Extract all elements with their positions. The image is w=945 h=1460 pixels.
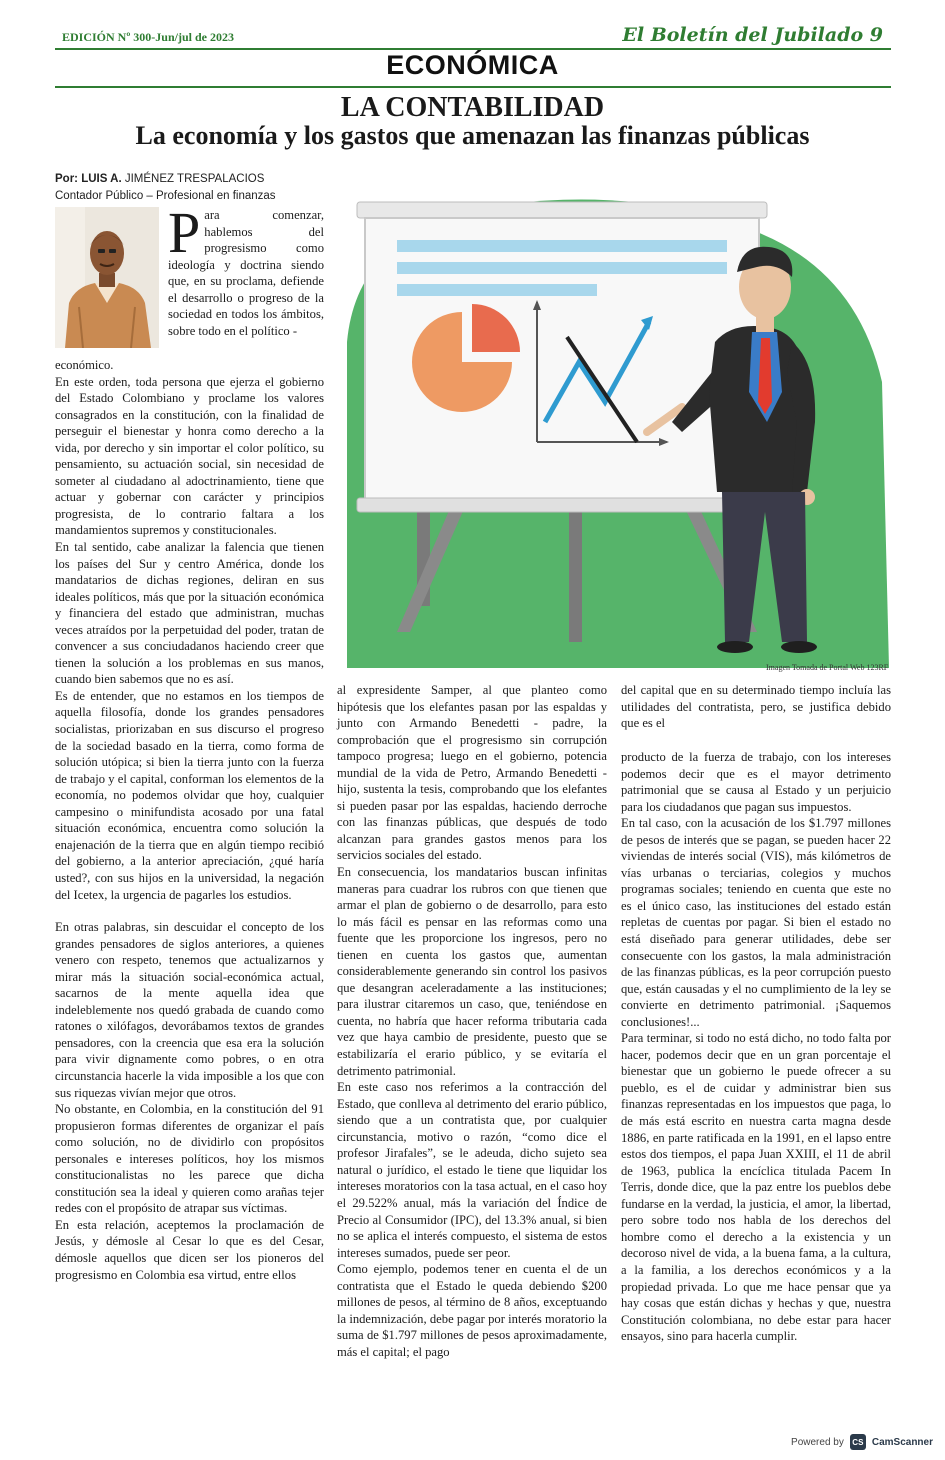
publication-title: El Boletín del Jubilado 9 <box>622 24 883 46</box>
col1-paragraph: En este orden, toda persona que ejerza el gobierno del Estado Colombiano y proclame los valores consagrados en la constitución, con la finalidad de perseguir el bienestar y honra como derecho a la vida, por derecho y sin importar el color político, su pensamiento, su actuación social, sin necesidad de someter al ciudadano al adoctrinamiento, tiene que actuar y gobernar con carácter y principios progresista, de lo contrario faltara a los mandamientos supremos y constitucionales. <box>55 374 324 538</box>
camscanner-watermark <box>791 1434 933 1450</box>
byline-name: JIMÉNEZ TRESPALACIOS <box>121 173 265 185</box>
col1-paragraph: No obstante, en Colombia, en la constitución del 91 propusieron formas diferentes de organizar el país como solución, no de dividirlo con propósitos personales e intereses políticos, hoy los mismos constitucionalistas no les parece que dicha constitución sea la ideal y quieren como arañas tejer redes con el propósito de atrapar sus víctimas. <box>55 1102 324 1216</box>
presentation-illustration <box>337 192 893 668</box>
article-subtitle: La economía y los gastos que amenazan las finanzas públicas <box>135 121 810 150</box>
edition-label: EDICIÓN Nº 300-Jun/jul de 2023 <box>62 30 234 44</box>
col2-paragraph: al expresidente Samper, al que planteo como hipótesis que los elefantes pasan por las espaldas y junto con Armando Benedetti - padre, la comprobación que el progresismo sin corrupción tampoco progresa; luego en el gobierno, potencia mundial de la vida de Petro, Armando Benedetti - hijo, sustenta la tesis, comprobando que los elefantes si pueden pasar por las espaldas, haciendo derroche con las finanzas públicas, que después de todo alcanzan para grandes gastos menos para los servicios sociales del estado. <box>337 683 607 863</box>
intro-text: ara comenzar, hablemos del progresismo como ideología y doctrina siendo que, en su proclama, defiende el desarrollo o progreso de la sociedad en todos los ámbitos, sobre todo en el político - <box>168 208 324 338</box>
col1-paragraph: En esta relación, aceptemos la proclamación de Jesús, y démosle al Cesar lo que es del Cesar, démosle aquellos que dicen ser los pioneros del progresismo en Colombia esa virtud, entre ellos <box>55 1217 324 1282</box>
camscanner-logo-icon: CS <box>850 1434 866 1450</box>
column-2 <box>337 682 607 1360</box>
column-3 <box>621 749 891 1345</box>
drop-cap: P <box>168 200 201 265</box>
camscanner-brand: CamScanner <box>871 1436 933 1448</box>
section-title: ECONÓMICA <box>386 50 559 80</box>
col2-paragraph: Como ejemplo, podemos tener en cuenta el de un contratista que el Estado le queda debiendo $200 millones de pesos, al término de 8 años, exceptuando la indemnización, debe pagar por interés moratorio la suma de $1.797 millones de pesos aproximadamente, más el capital; el pago <box>337 1262 607 1359</box>
col2-paragraph: En consecuencia, los mandatarios buscan infinitas maneras para cuadrar los rubros con que tienen que armar el plan de gobierno o de desarrollo, para esto lo más fácil es pensar en las reformas como una fuente que les proporcione los ingresos, pero no tienen en cuenta los gastos que, aumentan considerablemente generando sin control los pasivos que desangran aceleradamente a las instituciones; para ilustrar citaremos un caso, que, teniéndose en cuenta, no habría que hacer reforma tributaria cada vez que haya cambio de presidente, puesto que se estabilizaría el erario público, y se evitaría el detrimento patrimonial. <box>337 865 607 1078</box>
byline-role: Contador Público – Profesional en finanzas <box>55 190 276 202</box>
image-caption: Imagen Tomada de Portal Web 123RF <box>766 663 889 672</box>
header-rule-bottom <box>55 86 891 88</box>
col1-paragraph: Es de entender, que no estamos en los tiempos de aquella filosofía, donde los grandes pensadores socialistas, priorizaban en sus discurso el progreso de la sociedad basado en la tierra, como forma de solución utópica; si bien la tierra junto con la fuerza de trabajo y el capital, conforman los elementos de la economía, no podemos olvidar que hoy, cualquier campesino o minifundista acosado por una fatal situación económica, encuentra como solución la enajenación de la tierra que en algún tiempo recibió del gobierno, a la anterior apreciación, ¿qué haría usted?, con sus hijos en la universidad, la negación del Icetex, la urgencia de pagarles los estudios. <box>55 688 324 902</box>
col1-paragraph: En otras palabras, sin descuidar el concepto de los grandes pensadores de siglos anteriores, a quienes venero con respeto, tenemos que actualizarnos y mirar más la situación social-económica actual, sacarnos de la mente aquella idea que indeleblemente nos quedó grabada de cuando como ratones o xilófagos, devorábamos textos de grandes pensadores, con la creencia que esa era la solución para vivir dignamente como pobres, o en otra circunstancia hacerle la vida imposible a los que con sus riquezas vivían mejor que otros. <box>55 920 324 1100</box>
column-3-top <box>621 682 891 732</box>
byline-prefix: Por: LUIS A. <box>55 173 122 185</box>
column-1 <box>55 357 324 1283</box>
col1-paragraph: económico. <box>55 358 114 372</box>
col3-paragraph: del capital que en su determinado tiempo incluía las utilidades del contratista, pero, se justifica debido que es el <box>621 683 891 731</box>
article-intro <box>168 200 324 339</box>
col3-paragraph: Para terminar, si todo no está dicho, no todo falta por hacer, podemos decir que en un gran porcentaje el bienestar que un gobierno le puede ofrecer a su pueblo, es el de cuidar y administrar bien sus finanzas representadas en los impuestos que paga, lo de más está escrito en nuestra carta magna desde 1886, en parte ratificada en la 1991, en el lapso entre estos dos tiempos, el papa Juan XXIII, el 11 de abril de 1963, publica la encíclica titulada Pacem In Terris, donde dice, que la paz entre los pueblos debe fundarse en la verdad, la justicia, el amor, la libertad, pero sobre todo nos habla de los derechos del hombre como el derecho a la existencia y un decoroso nivel de vida, a la buena fama, a la cultura, a la familia, a los derechos económicos y a la propiedad privada. Lo que me hace pensar que ya hay cosas que están dichas y hechas y que, nuestra Constitución colombiana, no debe estar para hacer ensayos, sino para hacerla cumplir. <box>621 1031 891 1344</box>
col3-paragraph: producto de la fuerza de trabajo, con los intereses podemos decir que es el mayor detrimento patrimonial que se causa al Estado y un perjuicio para los ciudadanos que pagan sus impuestos. <box>621 750 891 814</box>
article-title: LA CONTABILIDAD <box>340 92 605 123</box>
col1-paragraph: En tal sentido, cabe analizar la falencia que tienen los países del Sur y centro América, donde los mandatarios de dichas regiones, deliran en sus ideales políticos, más que por la situación económica y financiera del estado que administran, muchas veces atraídos por la perpetuidad del poder, tratan de convencer a sus conciudadanos haciendo creer que tienen la solución a los problemas en sus manos, cuando bien sabemos que no es así. <box>55 540 324 687</box>
author-photo <box>55 207 159 348</box>
byline <box>55 171 276 205</box>
powered-by-label: Powered by <box>791 1436 844 1448</box>
col3-paragraph: En tal caso, con la acusación de los $1.797 millones de pesos de interés que se pagan, se pueden hacer 22 viviendas de interés social (VIS), más kilómetros de vías urbanas o terciarias, colegios y muchos programas sociales; teniendo en cuenta que este no es el único caso, las instituciones del estado están repletas de cuentas por pagar. Si bien el estado no está diseñado para generar utilidades, debe ser consecuente con los gastos, la mala administración de las finanzas públicas, es la peor corrupción puesto que, están causadas y el no cumplimiento de la ley se convierte en detrimento patrimonial. ¡Saquemos conclusiones!... <box>621 816 891 1029</box>
col2-paragraph: En este caso nos referimos a la contracción del Estado, que conlleva al detrimento del erario público, siendo que a un contratista que, por cualquier circunstancia, motivo o razón, “como dice el profesor Jirafales”, se le adeuda, dicho sujeto sea natural o jurídico, el estado le tiene que liquidar los intereses moratorios con la tasa actual, en el caso hoy el 29.522% anual, más la variación del Índice de Precio al Consumidor (IPC), del 13.3% anual, si bien no se aplica el interés compuesto, el sistema de estos intereses sumados, puede ser peor. <box>337 1080 607 1260</box>
